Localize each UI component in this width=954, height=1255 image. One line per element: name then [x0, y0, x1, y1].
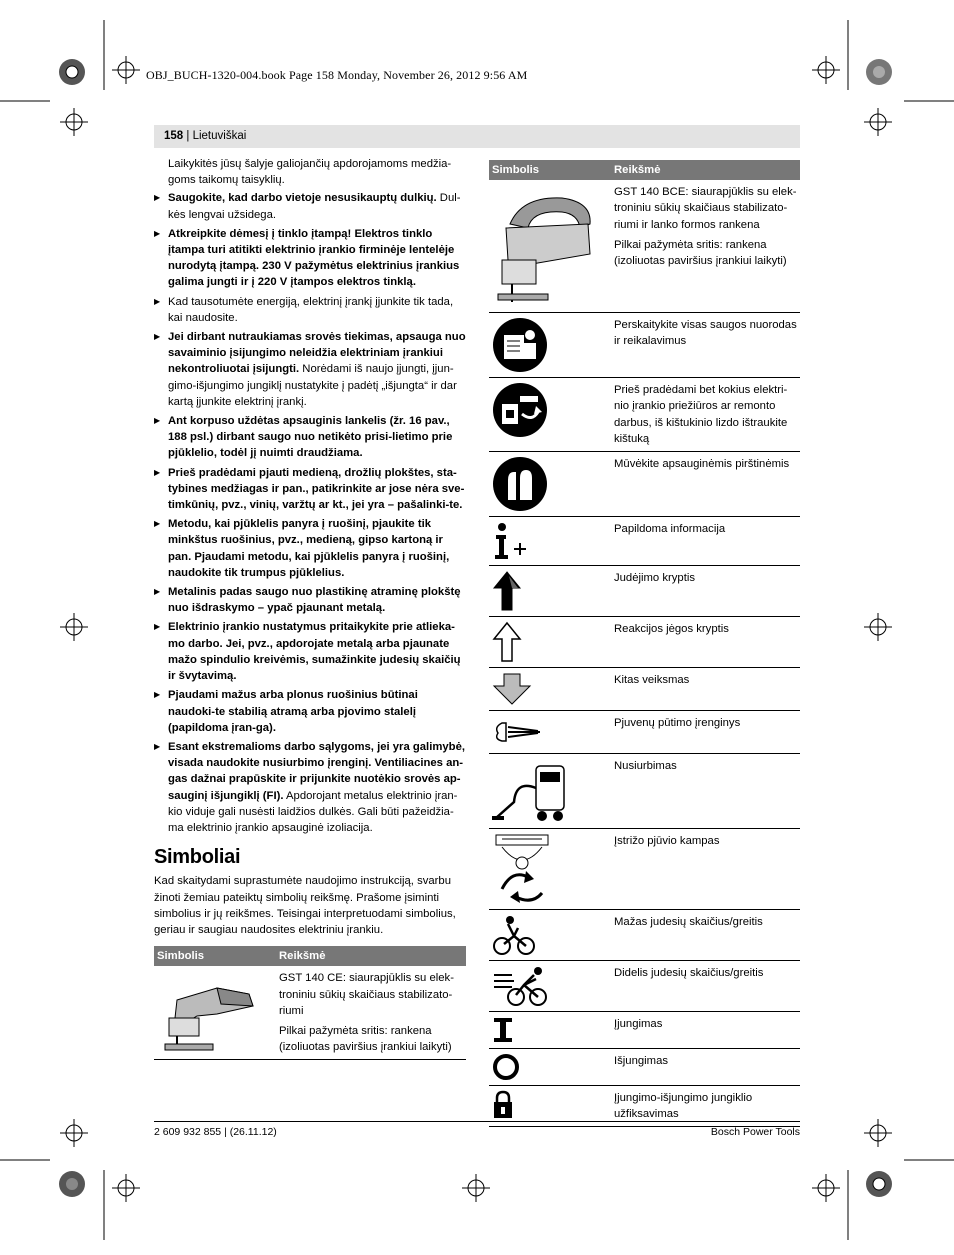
symbol-meaning: Mažas judesių skaičius/greitis [614, 916, 763, 929]
symbol-row [489, 378, 800, 452]
imprint-line: OBJ_BUCH-1320-004.book Page 158 Monday, November 26, 2012 9:56 AM [146, 68, 528, 82]
symbol-meaning: Judėjimo kryptis [614, 572, 695, 585]
safety-bullet [154, 584, 466, 616]
symbol-row [489, 754, 800, 829]
safety-bullet [154, 739, 466, 836]
bullet-bold-text: Metodu, kai pjūklelis panyra į ruošinį, pjaukite tik minkštus ruošinius, pvz., medieną, gipso kartoną ir pan. Pjaudami metodu, kai pjūklelis panyra į ruošinį, naudokite tik trumpus pjūklelius. [168, 518, 450, 579]
symbol-row [489, 910, 800, 961]
language-label: Lietuviškai [192, 130, 247, 142]
chip-blower-icon [492, 715, 608, 749]
jigsaw-gst140ce-icon [157, 970, 273, 1054]
bullet-text: Apdorojant metalus elektrinio įran-kio viduje gali nusėsti laidžios dulkės. Gali būti pažeidžia-ma elektrinio įrankio apsauginė izoliacija. [168, 789, 458, 834]
symbol-meaning: Pjuvenų pūtimo įrenginys [614, 717, 741, 730]
symbol-meaning: GST 140 BCE: siaurapjūklis su elek-troniniu sūkių skaičiaus stabilizato-riumi ir lanko formos rankena [614, 186, 797, 231]
jigsaw-gst140bce-icon [492, 184, 608, 308]
symbol-row [489, 617, 800, 668]
bullet-bold-text: Jei dirbant nutraukiamas srovės tiekimas, apsauga nuo savaiminio įsijungimo neleidžia elektriniam įrankiui nekontroliuotai įsijungti. [168, 331, 466, 376]
bullet-bold-text: Esant ekstremalioms darbo sąlygoms, jei yra galimybė, visada naudokite nusiurbimo įrenginį. Ventiliacines an-gas dažnai prapūskite ir prijunkite nuotėkio srovės ap-sauginį išjungiklį (FI). [168, 740, 465, 802]
symbol-row [489, 961, 800, 1012]
bullet-bold-text: Saugokite, kad darbo vietoje nesusikauptų dulkių. [168, 192, 437, 205]
symbol-meaning: Nusiurbimas [614, 760, 677, 773]
section-title: Simboliai [154, 846, 241, 869]
symbol-meaning: Išjungimas [614, 1055, 668, 1068]
footer-rule [154, 1121, 800, 1122]
symbol-row [489, 517, 800, 566]
symbol-meaning: Prieš pradėdami bet kokius elektri-nio įrankio priežiūros ar remonto darbus, iš kištukinio lizdo ištraukite kištuką [614, 384, 788, 445]
symbol-row [489, 452, 800, 517]
symbols-table-left [154, 946, 466, 1060]
safety-bullet [154, 190, 466, 222]
symbol-row [489, 566, 800, 617]
symbols-table-right [489, 160, 800, 1127]
read-manual-icon [492, 317, 608, 373]
symbol-row [489, 313, 800, 378]
symbol-meaning: Įjungimo-išjungimo jungiklio užfiksavimas [614, 1092, 753, 1121]
safety-bullet [154, 329, 466, 410]
symbol-row [154, 966, 466, 1060]
symbol-meaning: Papildoma informacija [614, 523, 726, 536]
symbol-meaning: Įjungimas [614, 1018, 663, 1031]
safety-bullet [154, 687, 466, 736]
symbol-meaning: Didelis judesių skaičius/greitis [614, 967, 764, 980]
bullet-bold-text: Atkreipkite dėmesį į tinklo įtampą! Elektros tinklo įtampa turi atitikti elektrinio įrankio firminėje lentelėje nurodytą įtampą. 230 V pažymėtus elektrinius įrankius galima jungti ir į 220 V įtampos elektros tinklą. [168, 227, 460, 289]
fast-cyclist-icon [492, 965, 608, 1007]
safety-bullet [154, 619, 466, 684]
bullet-text: Kad tausotumėte energiją, elektrinį įrankį įjunkite tik tada, kai naudosite. [168, 295, 454, 324]
symbol-meaning: GST 140 CE: siaurapjūklis su elek-troniniu sūkių skaičiaus stabilizato-riumi [279, 972, 454, 1017]
bullet-bold-text: Prieš pradėdami pjauti medieną, drožlių plokštes, sta-tybines medžiagas ir pan., patikrinkite ar jose nėra sve-timkūnių, pvz., vinių, varžtų ar kt., jei yra – pašalinki-te. [168, 466, 465, 512]
safety-bullet [154, 465, 466, 514]
symbol-row [489, 711, 800, 754]
unplug-icon [492, 382, 608, 438]
symbol-meaning: Perskaitykite visas saugos nuorodas ir reikalavimus [614, 319, 797, 348]
bullet-text: Dul-kės lengvai užsidega. [168, 192, 461, 221]
symbol-row [489, 668, 800, 711]
page-number: 158 [164, 130, 184, 142]
footer-brand: Bosch Power Tools [710, 1126, 800, 1138]
info-plus-icon [492, 521, 608, 561]
safety-bullets [154, 190, 466, 836]
power-on-icon [492, 1016, 608, 1044]
safety-bullet [154, 516, 466, 581]
symbol-row [489, 1012, 800, 1049]
bevel-angle-icon [492, 833, 608, 905]
symbol-meaning-note: Pilkai pažymėta sritis: rankena (izoliuotas paviršius įrankiui laikyti) [279, 1024, 452, 1054]
col-header-symbol: Simbolis [489, 160, 611, 180]
bullet-text: Norėdami iš naujo įjungti, įjun-gimo-išjungimo jungiklį nustatykite į padėtį „išjungta“ ir dar kartą įjunkite elektrinį įrankį. [168, 363, 457, 408]
col-header-meaning: Reikšmė [276, 946, 466, 966]
symbol-meaning-note: Pilkai pažymėta sritis: rankena (izoliuotas paviršius įrankiui laikyti) [614, 238, 787, 268]
reaction-arrow-icon [492, 621, 608, 663]
footer-doc-number: 2 609 932 855 | (26.11.12) [154, 1126, 277, 1138]
symbol-row [489, 829, 800, 910]
symbol-row [489, 180, 800, 313]
lock-icon [492, 1090, 608, 1120]
intro-paragraph: Laikykitės jūsų šalyje galiojančių apdorojamoms medžia-goms taikomų taisyklių. [168, 158, 452, 187]
slow-cyclist-icon [492, 914, 608, 956]
safety-bullet [154, 226, 466, 291]
bullet-bold-text: Elektrinio įrankio nustatymus pritaikykite prie atlieka-mo darbo. Jei, pvz., apdorojate metalą arba pjaunate mažo spindulio kreivėmis, sumažinkite judesių skaičių ir švytavimą. [168, 621, 461, 683]
next-step-arrow-icon [492, 672, 608, 706]
col-header-meaning: Reikšmė [611, 160, 800, 180]
symbol-meaning: Mūvėkite apsauginėmis pirštinėmis [614, 458, 790, 471]
power-off-icon [492, 1053, 608, 1081]
gloves-icon [492, 456, 608, 512]
page-header: 158 | Lietuviškai [154, 125, 800, 148]
bullet-bold-text: Ant korpuso uždėtas apsauginis lankelis (žr. 16 pav., 188 psl.) dirbant saugo nuo netikėto prisi-lietimo prie pjūklelio, todėl jį nuimti draudžiama. [168, 415, 453, 460]
left-column [154, 156, 466, 1060]
symbol-meaning: Reakcijos jėgos kryptis [614, 623, 729, 636]
col-header-symbol: Simbolis [154, 946, 276, 966]
vacuum-icon [492, 758, 608, 824]
symbol-meaning: Įstrižo pjūvio kampas [614, 835, 720, 848]
section-intro: Kad skaitydami suprastumėte naudojimo instrukciją, svarbu žinoti žemiau pateiktų simbolių reikšmę. Prašome įsiminti simbolius ir jų reikšmes. Teisingai interpretuodami simbolius, geriau ir saugiau naudosites elektriniu įrankiu. [154, 875, 456, 936]
symbol-meaning: Kitas veiksmas [614, 674, 690, 687]
movement-arrow-icon [492, 570, 608, 612]
safety-bullet [154, 413, 466, 462]
symbol-row [489, 1049, 800, 1086]
right-column [489, 160, 800, 1127]
bullet-bold-text: Pjaudami mažus arba plonus ruošinius būtinai naudoki-te stabilią atramą arba pjovimo stalelį (papildoma įran-ga). [168, 689, 418, 734]
safety-bullet [154, 294, 466, 326]
bullet-bold-text: Metalinis padas saugo nuo plastikinę atraminę plokštę nuo išdraskymo – ypač pjaunant metalą. [168, 586, 461, 615]
